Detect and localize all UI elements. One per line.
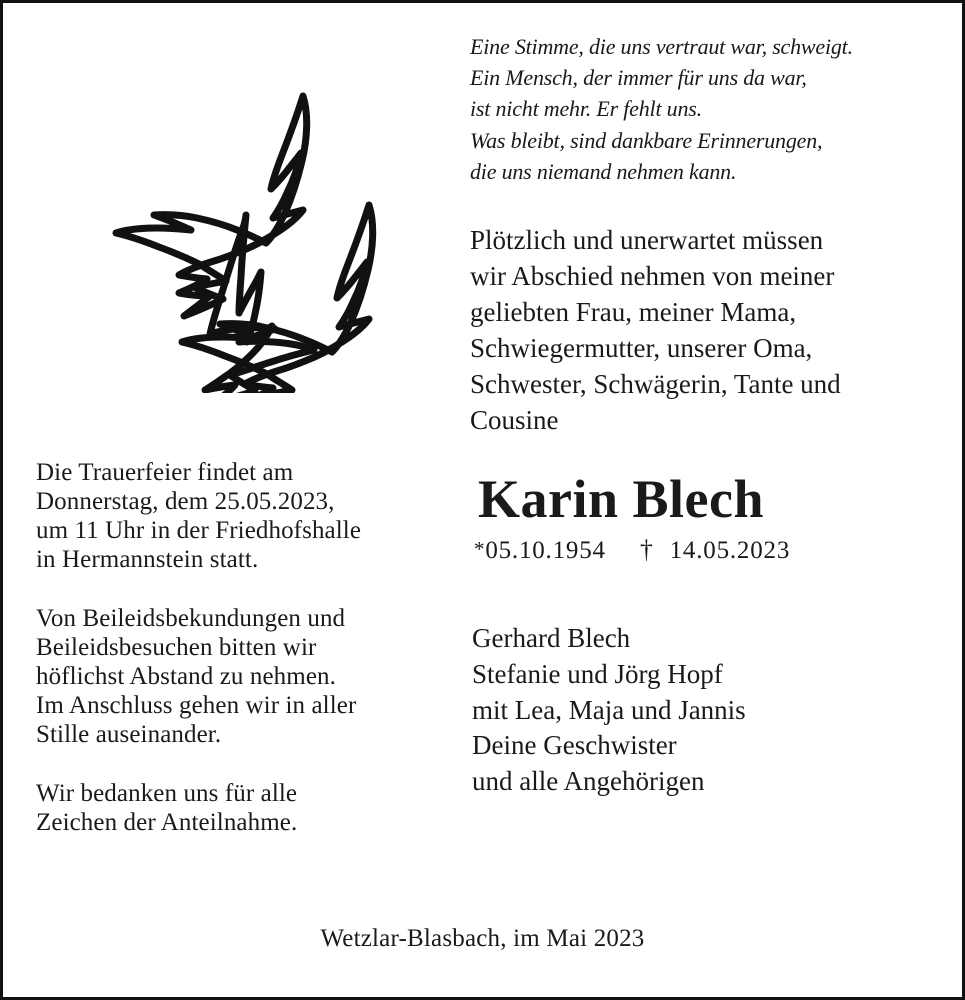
announcement-line: Schwester, Schwägerin, Tante und xyxy=(470,368,841,399)
condolence-note-line: Beileidsbesuchen bitten wir xyxy=(36,634,317,661)
birth-date: 05.10.1954 xyxy=(485,537,606,565)
condolence-note-line: Im Anschluss gehen wir in aller xyxy=(36,692,357,719)
birth-star-icon: * xyxy=(474,537,486,562)
flying-seagulls-illustration xyxy=(51,63,381,393)
memorial-poem xyxy=(470,31,940,187)
announcement-line: Cousine xyxy=(470,404,559,435)
family-survivors xyxy=(472,621,940,799)
family-line: Deine Geschwister xyxy=(472,730,677,761)
poem-line: Eine Stimme, die uns vertraut war, schweigt. xyxy=(470,34,853,59)
condolence-note xyxy=(36,604,436,749)
thanks-note-line: Wir bedanken uns für alle xyxy=(36,780,298,807)
place-and-date: Wetzlar-Blasbach, im Mai 2023 xyxy=(320,925,645,952)
condolence-note-line: Stille auseinander. xyxy=(36,721,222,748)
family-line: mit Lea, Maja und Jannis xyxy=(472,694,746,725)
poem-line: ist nicht mehr. Er fehlt uns. xyxy=(470,96,702,122)
announcement-text xyxy=(470,223,940,438)
death-date: 14.05.2023 xyxy=(669,537,791,565)
poem-line: Ein Mensch, der immer für uns da war, xyxy=(470,65,807,91)
service-info-line: Donnerstag, dem 25.05.2023, xyxy=(36,488,335,515)
family-line: Stefanie und Jörg Hopf xyxy=(472,658,723,689)
announcement-line: wir Abschied nehmen von meiner xyxy=(470,261,835,292)
seagull-top xyxy=(116,96,307,316)
service-info xyxy=(36,458,436,574)
announcement-line: Schwiegermutter, unserer Oma, xyxy=(470,332,813,363)
family-line: Gerhard Blech xyxy=(472,623,631,654)
death-cross-icon: † xyxy=(639,535,654,565)
service-info-line: in Hermannstein statt. xyxy=(36,546,259,573)
right-column xyxy=(470,31,940,799)
condolence-note-line: höflichst Abstand zu nehmen. xyxy=(36,663,336,690)
service-info-line: Die Trauerfeier findet am xyxy=(36,459,294,486)
family-line: und alle Angehörigen xyxy=(472,765,705,796)
thanks-note xyxy=(36,779,436,837)
left-column xyxy=(36,458,436,837)
poem-line: die uns niemand nehmen kann. xyxy=(470,158,737,184)
condolence-note-line: Von Beileidsbekundungen und xyxy=(36,605,346,632)
service-info-line: um 11 Uhr in der Friedhofshalle xyxy=(36,517,362,544)
life-dates xyxy=(474,535,940,565)
announcement-line: Plötzlich und unerwartet müssen xyxy=(470,225,824,256)
announcement-line: geliebten Frau, meiner Mama, xyxy=(470,296,797,327)
thanks-note-line: Zeichen der Anteilnahme. xyxy=(36,809,298,836)
deceased-name: Karin Blech xyxy=(478,468,764,529)
poem-line: Was bleibt, sind dankbare Erinnerungen, xyxy=(470,127,823,153)
